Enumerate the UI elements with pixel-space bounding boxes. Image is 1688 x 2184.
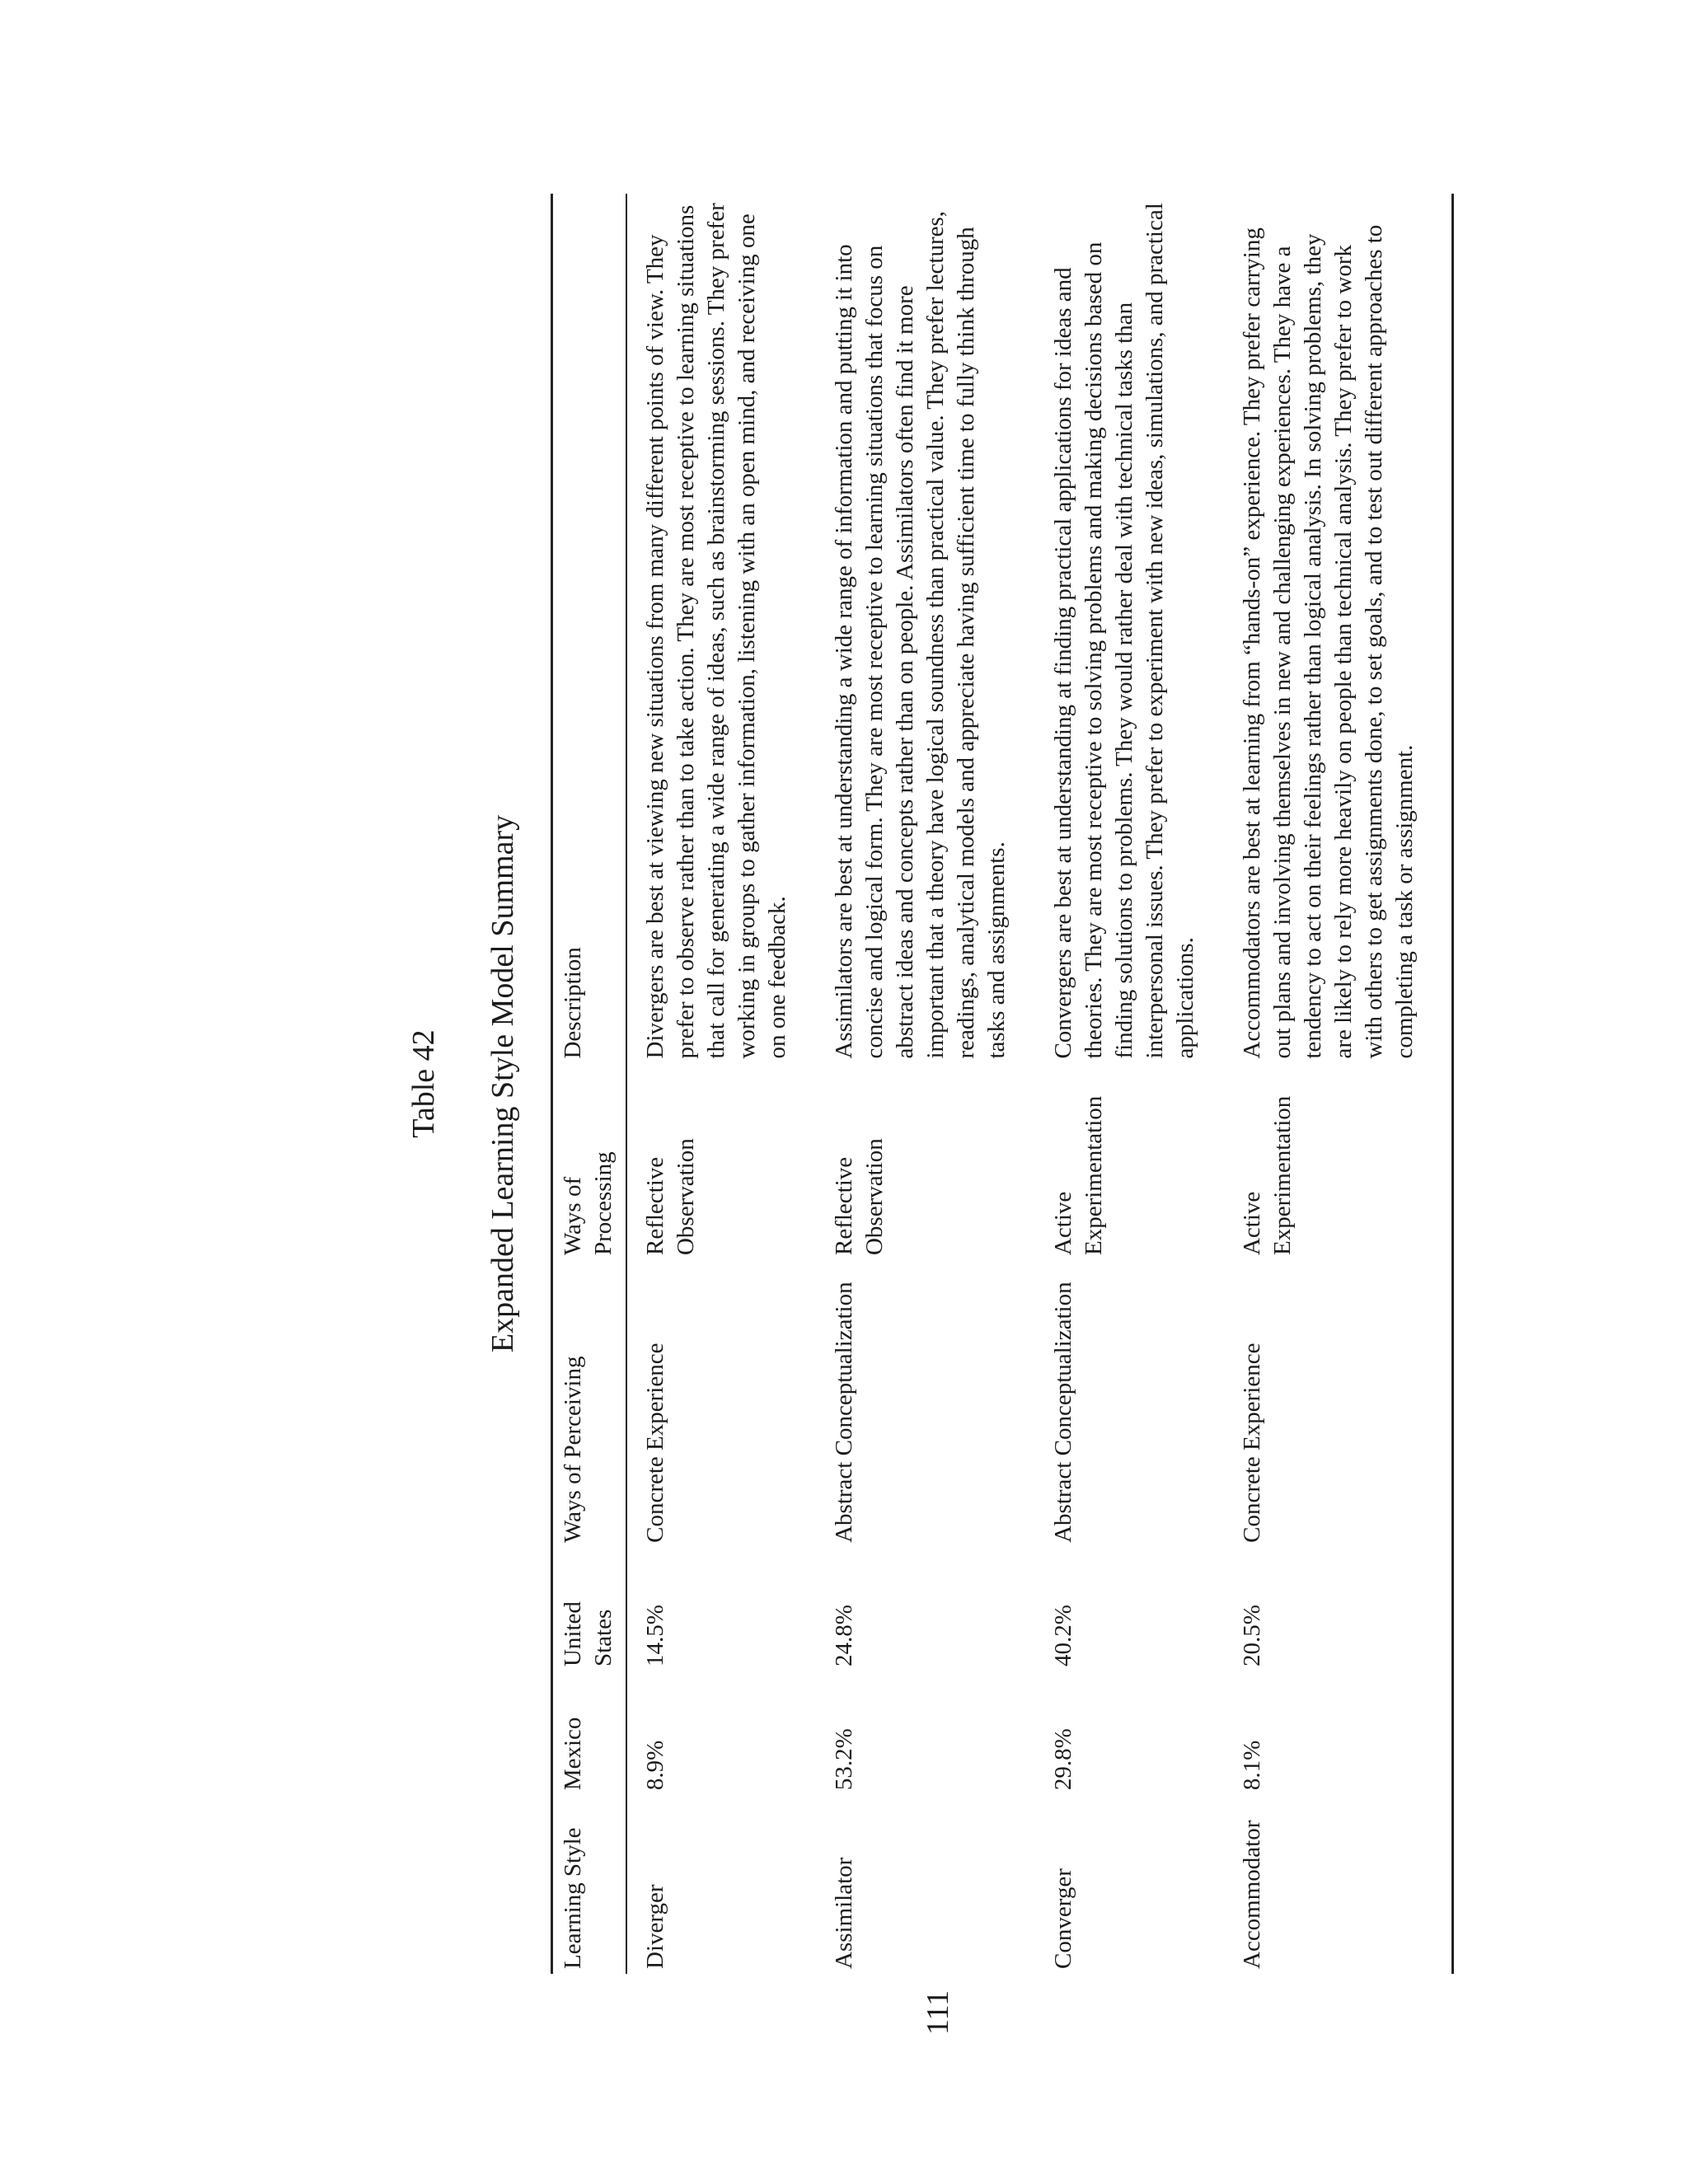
cell-learning-style: Assimilator	[831, 1857, 857, 1969]
table-row	[824, 194, 1043, 1974]
cell-mexico: 29.8%	[1050, 1728, 1076, 1791]
table-label: Table 42	[406, 1029, 441, 1138]
header-ways-of-processing: Ways of Processing	[560, 1151, 617, 1256]
cell-ways-of-processing: Reflective Observation	[831, 1138, 888, 1256]
cell-united-states: 20.5%	[1239, 1605, 1265, 1667]
cell-ways-of-processing: Active Experimentation	[1050, 1095, 1107, 1256]
cell-united-states: 40.2%	[1050, 1605, 1076, 1667]
cell-ways-of-perceiving: Abstract Conceptualization	[1050, 1282, 1076, 1543]
cell-mexico: 8.1%	[1239, 1740, 1265, 1791]
cell-description: Accommodators are best at learning from “hands-on” experience. They prefer carrying out plans and involving themselves in new and challenging experiences. They have a tendency to act on their feelings rather than logical analysis. In solving problems, they are likely to rely more heavily on people than technical analysis. They prefer to work with others to get assignments done, to set goals, and to test out different approaches to completing a task or assignment.	[1239, 224, 1418, 1059]
cell-ways-of-perceiving: Concrete Experience	[642, 1343, 668, 1543]
header-learning-style: Learning Style	[560, 1827, 586, 1969]
cell-learning-style: Diverger	[642, 1884, 668, 1969]
table-row	[626, 194, 824, 1974]
header-mexico: Mexico	[560, 1717, 586, 1791]
cell-ways-of-perceiving: Concrete Experience	[1239, 1343, 1265, 1543]
cell-learning-style: Accommodator	[1239, 1820, 1265, 1969]
cell-learning-style: Converger	[1050, 1868, 1076, 1969]
cell-united-states: 24.8%	[831, 1605, 857, 1667]
cell-mexico: 8.9%	[642, 1740, 668, 1791]
header-ways-of-perceiving: Ways of Perceiving	[560, 1356, 586, 1543]
cell-mexico: 53.2%	[831, 1728, 857, 1791]
cell-ways-of-perceiving: Abstract Conceptualization	[831, 1282, 857, 1543]
cell-description: Assimilators are best at understanding a wide range of information and putting it into concise and logical form. They are most receptive to learning situations that focus on abstract ideas and concepts rather than on people. Assimilators often find it more important that a theory have logical soundness than practical value. They prefer lectures, readings, analytical models and appreciate having sufficient time to fully think through tasks and assignments.	[831, 210, 1010, 1059]
cell-description: Divergers are best at viewing new situations from many different points of view. They prefer to observe rather than to take action. They are most receptive to learning situations that call for generating a wide range of ideas, such as brainstorming sessions. They prefer working in groups to gather information, listening with an open mind, and receiving one on one feedback.	[642, 203, 790, 1059]
page-number: 111	[921, 1990, 955, 2036]
table-title: Expanded Learning Style Model Summary	[485, 814, 520, 1353]
header-united-states: United States	[560, 1601, 617, 1667]
table-row	[1232, 194, 1453, 1974]
cell-ways-of-processing: Active Experimentation	[1239, 1095, 1296, 1256]
cell-united-states: 14.5%	[642, 1605, 668, 1667]
learning-style-table	[551, 194, 1454, 1974]
header-description: Description	[560, 947, 586, 1059]
rotated-table-block	[404, 177, 1418, 1990]
table-row	[1043, 194, 1232, 1974]
cell-ways-of-processing: Reflective Observation	[642, 1138, 699, 1256]
table-header-row	[552, 194, 627, 1974]
cell-description: Convergers are best at understanding at finding practical applications for ideas and theories. They are most receptive to solving problems and making decisions based on finding solutions to problems. They would rather deal with technical tasks than interpersonal issues. They prefer to experiment with new ideas, simulations, and practical applications.	[1050, 203, 1198, 1059]
